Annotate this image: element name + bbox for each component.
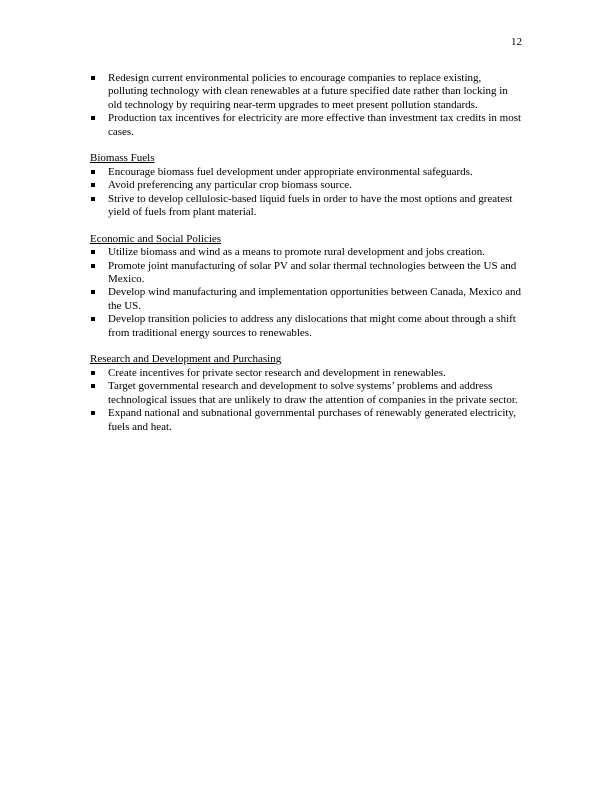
bullet-text: Production tax incentives for electricity are more effective than investment tax credits in most cases. <box>108 112 522 138</box>
bullet-square-icon <box>91 116 95 120</box>
bullet-text: Expand national and subnational governmental purchases of renewably generated electricity, fuels and heat. <box>108 407 516 433</box>
bullet-text: Strive to develop cellulosic-based liquid fuels in order to have the most options and greatest yield of fuels from plant material. <box>108 192 513 219</box>
bullet-square-icon <box>91 290 95 294</box>
bullet-square-icon <box>91 384 95 388</box>
bullet-text: Target governmental research and development to solve systems’ problems and address technological issues that are unlikely to draw the attention of companies in the private sector. <box>108 380 518 406</box>
list-item <box>90 313 522 340</box>
bullet-text: Promote joint manufacturing of solar PV and solar thermal technologies between the US and Mexico. <box>108 259 517 286</box>
section-research-development-purchasing <box>90 353 522 433</box>
bullet-square-icon <box>91 317 95 321</box>
list-item <box>90 179 522 192</box>
bullet-square-icon <box>91 197 95 201</box>
list-item <box>90 246 522 259</box>
page-number: 12 <box>511 36 522 48</box>
bullet-square-icon <box>91 250 95 254</box>
bullet-text: Redesign current environmental policies to encourage companies to replace existing, polluting technology with clean renewables at a future specified date rather than locking in old technology by requiring near-term upgrades to meet present pollution standards. <box>108 72 508 111</box>
bullet-text: Develop transition policies to address any dislocations that might come about through a shift from traditional energy sources to renewables. <box>108 313 516 339</box>
bullet-square-icon <box>91 264 95 268</box>
document-body <box>90 72 522 434</box>
list-item <box>90 286 522 313</box>
bullet-list <box>90 367 522 434</box>
bullet-square-icon <box>91 76 95 80</box>
list-item <box>90 407 522 434</box>
list-item <box>90 380 522 407</box>
intro-bullet-list <box>90 72 522 139</box>
bullet-square-icon <box>91 170 95 174</box>
bullet-text: Avoid preferencing any particular crop biomass source. <box>108 179 352 192</box>
bullet-list <box>90 246 522 340</box>
list-item <box>90 367 522 380</box>
section-economic-social-policies <box>90 233 522 340</box>
section-biomass-fuels <box>90 152 522 219</box>
bullet-text: Develop wind manufacturing and implementation opportunities between Canada, Mexico and the US. <box>108 286 521 312</box>
bullet-list <box>90 166 522 220</box>
bullet-square-icon <box>91 183 95 187</box>
section-heading: Research and Development and Purchasing <box>90 353 282 366</box>
bullet-text: Encourage biomass fuel development under appropriate environmental safeguards. <box>108 165 473 178</box>
section-heading: Economic and Social Policies <box>90 232 222 245</box>
list-item <box>90 72 522 112</box>
bullet-square-icon <box>91 371 95 375</box>
list-item <box>90 193 522 220</box>
bullet-square-icon <box>91 411 95 415</box>
list-item <box>90 166 522 179</box>
list-item <box>90 260 522 287</box>
list-item <box>90 112 522 139</box>
bullet-text: Create incentives for private sector research and development in renewables. <box>108 366 446 379</box>
section-heading: Biomass Fuels <box>90 152 155 165</box>
bullet-text: Utilize biomass and wind as a means to promote rural development and jobs creation. <box>108 246 485 259</box>
